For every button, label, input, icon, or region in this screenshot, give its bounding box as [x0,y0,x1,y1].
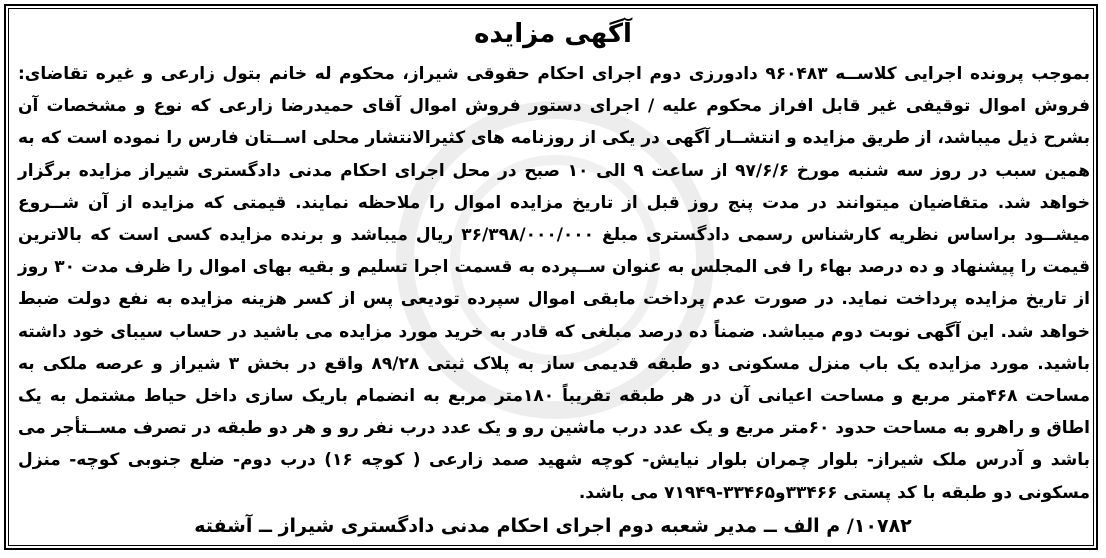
notice-body: بموجب پرونده اجرایی کلاســه ۹۶۰۴۸۳ دادورزی دوم اجرای احکام حقوقی شیراز، محکوم له خانم بتول زارعی و غیره تقاضای: فروش اموال توقیفی غیر قابل افراز محکوم علیه / اجرای دستور فروش اموال آقای حمیدرضا زارعی که نوع و مشخصات آن بشرح ذیل میباشد، از طریق مزایده و انتشــار آگهی در یکی از روزنامه های کثیرالانتشار محلی اســتان فارس را نموده است که به همین سبب در روز سه شنبه مورخ ۹۷/۶/۶ از ساعت ۹ الی ۱۰ صبح در محل اجرای احکام مدنی دادگستری شیراز مزایده برگزار خواهد شد. متقاضیان میتوانند در مدت پنج روز قبل از تاریخ مزایده اموال را ملاحظه نمایند. قیمتی که مزایده از آن شــروع میشــود براساس نظریه کارشناس رسمی دادگستری مبلغ ۳۶/۳۹۸/۰۰۰/۰۰۰ ریال میباشد و برنده مزایده کسی است که بالاترین قیمت را پیشنهاد و ده درصد بهاء را فی المجلس به عنوان ســپرده به قسمت اجرا تسلیم و بقیه بهای اموال را ظرف مدت ۳۰ روز از تاریخ مزایده پرداخت نماید. در صورت عدم پرداخت مابقی اموال سپرده تودیعی پس از کسر هزینه مزایده به نفع دولت ضبط خواهد شد. این آگهی نوبت دوم میباشد. ضمناً ده درصد مبلغی که قادر به خرید مورد مزایده می باشید در حساب سیبای خود داشته باشید. مورد مزایده یک باب منزل مسکونی دو طبقه قدیمی ساز به پلاک ثبتی ۸۹/۲۸ واقع در بخش ۳ شیراز و عرصه ملکی به مساحت ۴۶۸متر مربع و مساحت اعیانی آن در هر طبقه تقریباً ۱۸۰متر مربع به انضمام باریک سازی داخل حیاط مشتمل به یک اطاق و راهرو به مساحت حدود ۶۰متر مربع و یک عدد درب ماشین رو و یک عدد درب نفر رو و هر دو طبقه در تصرف مســتأجر می باشد و آدرس ملک شیراز- بلوار چمران بلوار نیایش- کوچه شهید صمد زارعی ( کوچه ۱۶) درب دوم- ضلع جنوبی کوچه- منزل مسکونی دو طبقه با کد پستی ۳۳۴۶۶و۳۳۴۶۵-۷۱۹۴۹ می باشد. [18,64,1091,503]
notice-footer-signature: ۱۰۷۸۲/ م الف ــ مدیر شعبه دوم اجرای احکام مدنی دادگستری شیراز ــ آشفته [194,515,912,537]
notice-title: آگهی مزایده [474,19,632,49]
